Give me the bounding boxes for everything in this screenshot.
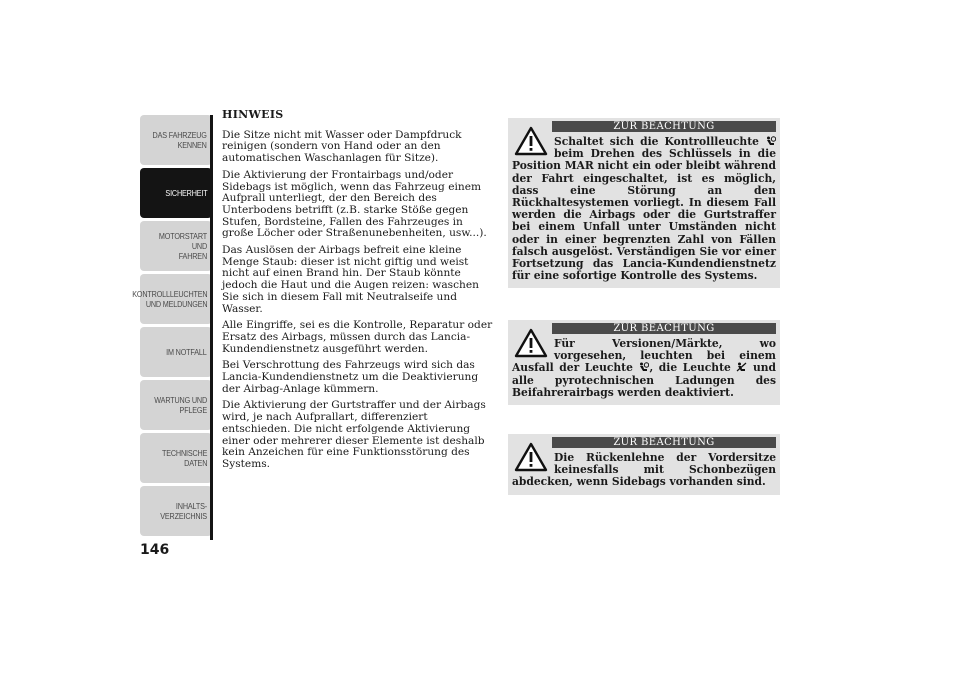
tab-label: TECHNISCHE DATEN [161, 448, 207, 468]
sidebar-divider [210, 115, 213, 540]
page-number: 146 [140, 542, 170, 558]
tab-sicherheit[interactable] [140, 168, 212, 218]
tab-inhaltsverzeichnis[interactable] [140, 486, 212, 536]
note-paragraph: Alle Eingriffe, sei es die Kontrolle, Reparatur oder Ersatz des Airbags, müssen durch das Lancia-Kundendienstnetz ausgeführt werden. [222, 319, 493, 355]
passenger-airbag-off-lamp-icon [736, 362, 747, 372]
tab-motorstart-und-fahren[interactable] [140, 221, 212, 271]
warning-text [512, 136, 776, 282]
warning-title: ZUR BEACHTUNG [552, 121, 776, 132]
tab-label: INHALTS- VERZEICHNIS [160, 501, 207, 521]
tab-label: WARTUNG UND PFLEGE [154, 395, 207, 415]
note-paragraph: Das Auslösen der Airbags befreit eine kleine Menge Staub: dieser ist nicht giftig und weist nicht auf einen Brand hin. Der Staub könnte jedoch die Haut und die Augen reizen: waschen Sie sich in diesem Fall mit Neutralseife und Wasser. [222, 244, 479, 315]
warning-title: ZUR BEACHTUNG [552, 437, 776, 448]
tab-wartung-und-pflege[interactable] [140, 380, 212, 430]
tab-im-notfall[interactable] [140, 327, 212, 377]
note-paragraph: Bei Verschrottung des Fahrzeugs wird sich das Lancia-Kundendienstnetz um die Deaktivierung der Airbag-Anlage kümmern. [222, 359, 479, 395]
warning-text-part: Schaltet sich die Kontrollleuchte [554, 135, 765, 148]
note-paragraph: Die Aktivierung der Gurtstraffer und der Airbags wird, je nach Aufprallart, differenziert entschieden. Die nicht erfolgende Aktivierung einer oder mehrerer dieser Elemente ist deshalb kein Anzeichen für eine Funktionsstörung des Systems. [222, 399, 486, 470]
note-heading: HINWEIS [222, 108, 284, 121]
warning-text-part: und alle pyrotechnischen Ladungen des Beifahrerairbags werden deaktiviert. [512, 361, 776, 399]
warning-box [508, 320, 780, 405]
tab-das-fahrzeug-kennen[interactable] [140, 115, 212, 165]
warning-title: ZUR BEACHTUNG [552, 323, 776, 334]
airbag-warning-lamp-icon [638, 362, 649, 372]
tab-label: IM NOTFALL [166, 347, 207, 357]
warning-triangle-icon [514, 442, 548, 472]
warning-text-part: Für Versionen/Märkte, wo vorgesehen, leuchten bei einem Ausfall der Leuchte [512, 337, 776, 375]
warning-text-part: Die Rückenlehne der Vordersitze keinesfalls mit Schonbezügen abdecken, wenn Sidebags vorhanden sind. [512, 451, 776, 489]
note-paragraph: Die Aktivierung der Frontairbags und/oder Sidebags ist möglich, wenn das Fahrzeug einem Aufprall unterliegt, der den Bereich des Unterbodens betrifft (z.B. starke Stöße gegen Stufen, Bordsteine, Fallen des Fahrzeuges in große Löcher oder Straßenunebenheiten, usw...). [222, 168, 487, 240]
warning-text [512, 452, 776, 489]
warning-triangle-icon [514, 126, 548, 156]
chapter-tabs [131, 115, 212, 539]
airbag-warning-lamp-icon [765, 136, 776, 146]
tab-label: SICHERHEIT [164, 188, 207, 198]
tab-label: DAS FAHRZEUG KENNEN [152, 130, 207, 150]
tab-label: MOTORSTART UND FAHREN [158, 231, 207, 261]
warning-text [512, 338, 776, 399]
warning-text-part: , die Leuchte [649, 361, 737, 375]
tab-label: KONTROLLLEUCHTEN UND MELDUNGEN [131, 289, 207, 309]
tab-kontrollleuchten[interactable] [131, 274, 212, 324]
note-paragraph: Die Sitze nicht mit Wasser oder Dampfdruck reinigen (sondern von Hand oder an den automatischen Waschanlagen für Sitze). [222, 128, 462, 165]
warning-box [508, 434, 780, 495]
warning-triangle-icon [514, 328, 548, 358]
note-section [222, 109, 494, 476]
warning-box [508, 118, 780, 288]
tab-technische-daten[interactable] [140, 433, 212, 483]
warning-text-part: beim Drehen des Schlüssels in die Position MAR nicht ein oder bleibt während der Fahrt eingeschaltet, ist es möglich, dass eine Störung an den Rückhaltesystemen vorliegt. In diesem Fall werden die Airbags oder die Gurtstraffer bei einem Unfall unter Umständen nicht oder in einer begrenzten Zahl von Fällen falsch ausgelöst. Verständigen Sie vor einer Fortsetzung das Lancia-Kundendienstnetz für eine sofortige Kontrolle des Systems. [512, 147, 776, 283]
